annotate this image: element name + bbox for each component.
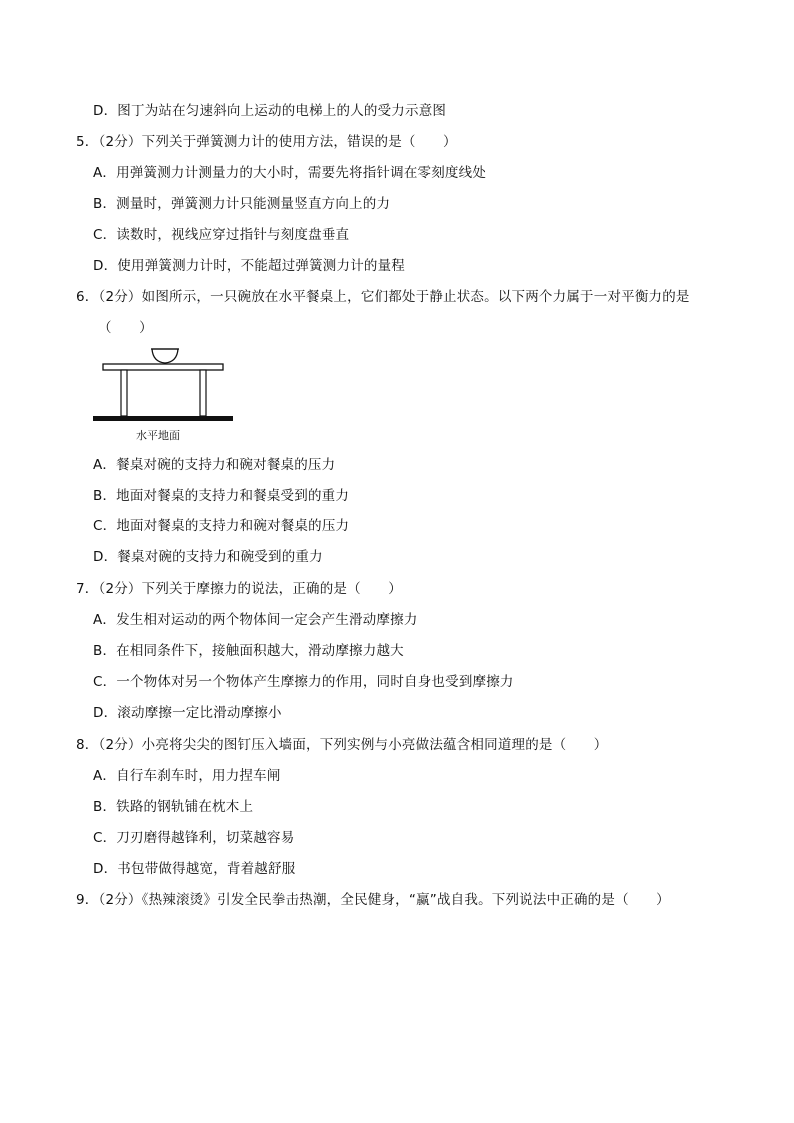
q7-option-c: C．一个物体对另一个物体产生摩擦力的作用，同时自身也受到摩擦力 (93, 674, 514, 690)
q6-option-c: C．地面对餐桌的支持力和碗对餐桌的压力 (93, 518, 350, 534)
q8-option-b: B．铁路的钢轨铺在枕木上 (93, 799, 254, 815)
q6-stem: 6．（2分）如图所示，一只碗放在水平餐桌上，它们都处于静止状态。以下两个力属于一对平衡力的是 (76, 289, 690, 305)
table-leg-left (121, 370, 127, 416)
q7-option-b: B．在相同条件下，接触面积越大，滑动摩擦力越大 (93, 643, 404, 659)
table-leg-right (200, 370, 206, 416)
q6-stem-continuation: （ ） (98, 320, 153, 336)
q4-option-d: D．图丁为站在匀速斜向上运动的电梯上的人的受力示意图 (93, 103, 447, 119)
bowl-shape (152, 349, 178, 363)
q5-option-c: C．读数时，视线应穿过指针与刻度盘垂直 (93, 227, 350, 243)
q6-option-b: B．地面对餐桌的支持力和餐桌受到的重力 (93, 488, 350, 504)
ground-line (93, 416, 233, 421)
table-bowl-diagram (93, 345, 238, 429)
q5-option-a: A．用弹簧测力计测量力的大小时，需要先将指针调在零刻度线处 (93, 165, 487, 181)
q5-option-b: B．测量时，弹簧测力计只能测量竖直方向上的力 (93, 196, 391, 212)
q6-option-a: A．餐桌对碗的支持力和碗对餐桌的压力 (93, 457, 336, 473)
table-bowl-figure (93, 345, 238, 445)
q7-option-d: D．滚动摩擦一定比滑动摩擦小 (93, 705, 282, 721)
tabletop-shape (103, 364, 223, 370)
q6-option-d: D．餐桌对碗的支持力和碗受到的重力 (93, 549, 323, 565)
q8-option-c: C．刀刃磨得越锋利，切菜越容易 (93, 830, 295, 846)
q7-stem: 7．（2分）下列关于摩擦力的说法，正确的是（ ） (76, 581, 402, 597)
q5-stem: 5．（2分）下列关于弹簧测力计的使用方法，错误的是（ ） (76, 134, 457, 150)
q8-option-d: D．书包带做得越宽，背着越舒服 (93, 861, 296, 877)
figure-caption: 水平地面 (136, 429, 180, 442)
q9-stem: 9．（2分）《热辣滚烫》引发全民拳击热潮，全民健身，“赢”战自我。下列说法中正确的是（ ） (76, 892, 670, 908)
q8-stem: 8．（2分）小亮将尖尖的图钉压入墙面，下列实例与小亮做法蕴含相同道理的是（ ） (76, 737, 608, 753)
q7-option-a: A．发生相对运动的两个物体间一定会产生滑动摩擦力 (93, 612, 418, 628)
q5-option-d: D．使用弹簧测力计时，不能超过弹簧测力计的量程 (93, 258, 405, 274)
q8-option-a: A．自行车刹车时，用力捏车闸 (93, 768, 281, 784)
